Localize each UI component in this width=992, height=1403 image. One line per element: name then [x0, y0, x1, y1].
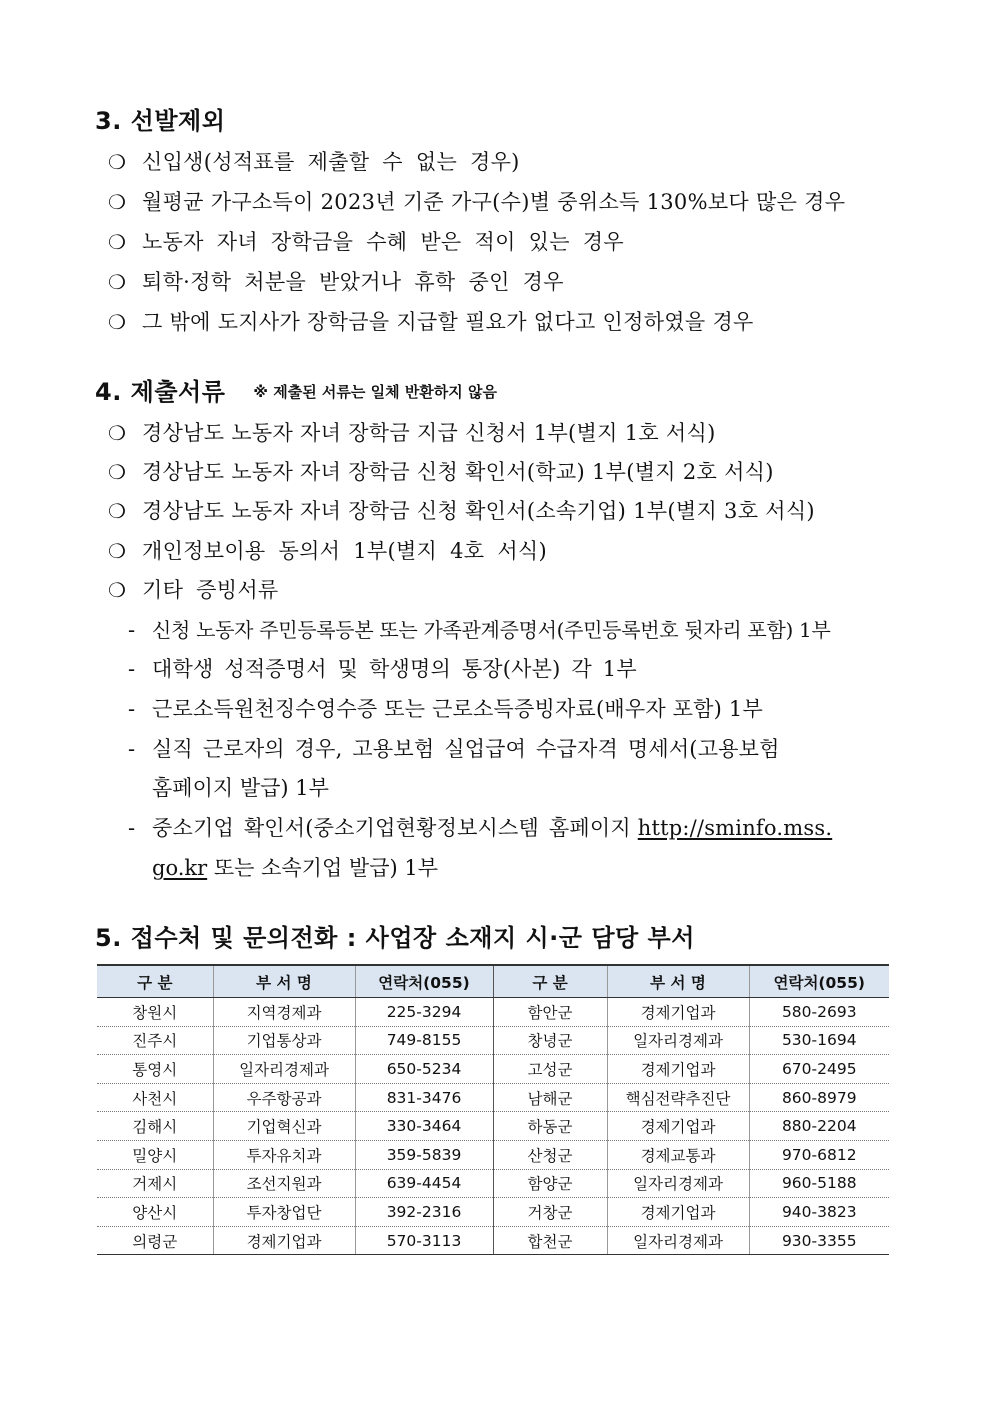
section-4-title: 4. 제출서류 ※ 제출된 서류는 일체 반환하지 않음 [95, 378, 497, 406]
phone-cell: 831-3476 [355, 1083, 493, 1112]
phone-cell: 749-8155 [355, 1026, 493, 1055]
document-item: ❍ 개인정보이용 동의서 1부(별지 4호 서식) [108, 539, 547, 563]
proof-sub-item-continued: 홈페이지 발급) 1부 [152, 776, 329, 800]
table-row [97, 1169, 889, 1198]
phone-cell: 225-3294 [355, 998, 493, 1027]
department-cell: 경제교통과 [607, 1140, 749, 1169]
circle-bullet-icon: ❍ [108, 230, 127, 254]
region-cell: 창원시 [97, 998, 213, 1027]
table-row [97, 1112, 889, 1141]
circle-bullet-icon: ❍ [108, 270, 127, 294]
department-cell: 우주항공과 [213, 1083, 355, 1112]
region-cell: 함안군 [493, 998, 607, 1027]
region-cell: 사천시 [97, 1083, 213, 1112]
header-phone: 연락처(055) [749, 965, 889, 998]
department-cell: 기업혁신과 [213, 1112, 355, 1141]
header-department: 부 서 명 [213, 965, 355, 998]
circle-bullet-icon: ❍ [108, 421, 127, 445]
proof-sub-item: - 신청 노동자 주민등록등본 또는 가족관계증명서(주민등록번호 뒷자리 포함) 1부 [128, 618, 831, 642]
section-3-title: 3. 선발제외 [95, 107, 226, 135]
circle-bullet-icon: ❍ [108, 499, 127, 523]
exclusion-item: ❍ 월평균 가구소득이 2023년 기준 가구(수)별 중위소득 130%보다 많은 경우 [108, 190, 846, 214]
phone-cell: 960-5188 [749, 1169, 889, 1198]
sminfo-link[interactable]: http://sminfo.mss. [637, 816, 833, 840]
phone-cell: 359-5839 [355, 1140, 493, 1169]
header-region: 구 분 [493, 965, 607, 998]
region-cell: 밀양시 [97, 1140, 213, 1169]
proof-sub-item: - 실직 근로자의 경우, 고용보험 실업급여 수급자격 명세서(고용보험 [128, 737, 780, 761]
department-cell: 경제기업과 [607, 1112, 749, 1141]
phone-cell: 639-4454 [355, 1169, 493, 1198]
table-header-row [97, 965, 889, 998]
department-cell: 일자리경제과 [607, 1026, 749, 1055]
contact-table [97, 964, 889, 1255]
document-item: ❍ 경상남도 노동자 자녀 장학금 신청 확인서(학교) 1부(별지 2호 서식) [108, 460, 774, 484]
region-cell: 거창군 [493, 1198, 607, 1227]
department-cell: 일자리경제과 [607, 1169, 749, 1198]
department-cell: 일자리경제과 [607, 1226, 749, 1255]
exclusion-item: ❍ 노동자 자녀 장학금을 수혜 받은 적이 있는 경우 [108, 230, 624, 254]
circle-bullet-icon: ❍ [108, 150, 127, 174]
header-department: 부 서 명 [607, 965, 749, 998]
region-cell: 의령군 [97, 1226, 213, 1255]
department-cell: 경제기업과 [607, 1198, 749, 1227]
region-cell: 남해군 [493, 1083, 607, 1112]
department-cell: 기업통상과 [213, 1026, 355, 1055]
document-item: ❍ 경상남도 노동자 자녀 장학금 지급 신청서 1부(별지 1호 서식) [108, 421, 716, 445]
region-cell: 진주시 [97, 1026, 213, 1055]
department-cell: 핵심전략추진단 [607, 1083, 749, 1112]
table-row [97, 1083, 889, 1112]
region-cell: 김해시 [97, 1112, 213, 1141]
exclusion-item: ❍ 그 밖에 도지사가 장학금을 지급할 필요가 없다고 인정하였을 경우 [108, 310, 754, 334]
department-cell: 조선지원과 [213, 1169, 355, 1198]
phone-cell: 580-2693 [749, 998, 889, 1027]
document-item: ❍ 경상남도 노동자 자녀 장학금 신청 확인서(소속기업) 1부(별지 3호 서식) [108, 499, 815, 523]
department-cell: 경제기업과 [213, 1226, 355, 1255]
phone-cell: 670-2495 [749, 1055, 889, 1084]
circle-bullet-icon: ❍ [108, 190, 127, 214]
phone-cell: 570-3113 [355, 1226, 493, 1255]
table-row [97, 1198, 889, 1227]
department-cell: 경제기업과 [607, 998, 749, 1027]
proof-sub-item: - 대학생 성적증명서 및 학생명의 통장(사본) 각 1부 [128, 657, 637, 681]
phone-cell: 880-2204 [749, 1112, 889, 1141]
header-region: 구 분 [97, 965, 213, 998]
department-cell: 일자리경제과 [213, 1055, 355, 1084]
circle-bullet-icon: ❍ [108, 539, 127, 563]
proof-sub-item-continued: go.kr 또는 소속기업 발급) 1부 [152, 856, 438, 880]
department-cell: 투자유치과 [213, 1140, 355, 1169]
section-5-title: 5. 접수처 및 문의전화 : 사업장 소재지 시·군 담당 부서 [95, 924, 695, 952]
region-cell: 하동군 [493, 1112, 607, 1141]
region-cell: 고성군 [493, 1055, 607, 1084]
return-note: ※ 제출된 서류는 일체 반환하지 않음 [253, 383, 497, 401]
table-row [97, 1226, 889, 1255]
exclusion-item: ❍ 퇴학·정학 처분을 받았거나 휴학 중인 경우 [108, 270, 564, 294]
department-cell: 투자창업단 [213, 1198, 355, 1227]
table-row [97, 998, 889, 1027]
sminfo-link-continued[interactable]: go.kr [152, 856, 208, 880]
phone-cell: 330-3464 [355, 1112, 493, 1141]
table-row [97, 1026, 889, 1055]
region-cell: 창녕군 [493, 1026, 607, 1055]
document-item: ❍ 기타 증빙서류 [108, 578, 279, 602]
phone-cell: 392-2316 [355, 1198, 493, 1227]
phone-cell: 970-6812 [749, 1140, 889, 1169]
table-row [97, 1140, 889, 1169]
proof-sub-item: - 중소기업 확인서(중소기업현황정보시스템 홈페이지 http://sminfo.mss. [128, 816, 833, 840]
department-cell: 지역경제과 [213, 998, 355, 1027]
header-phone: 연락처(055) [355, 965, 493, 998]
proof-sub-item: - 근로소득원천징수영수증 또는 근로소득증빙자료(배우자 포함) 1부 [128, 697, 763, 721]
circle-bullet-icon: ❍ [108, 578, 127, 602]
region-cell: 산청군 [493, 1140, 607, 1169]
phone-cell: 650-5234 [355, 1055, 493, 1084]
department-cell: 경제기업과 [607, 1055, 749, 1084]
phone-cell: 860-8979 [749, 1083, 889, 1112]
region-cell: 거제시 [97, 1169, 213, 1198]
region-cell: 양산시 [97, 1198, 213, 1227]
phone-cell: 530-1694 [749, 1026, 889, 1055]
phone-cell: 930-3355 [749, 1226, 889, 1255]
region-cell: 합천군 [493, 1226, 607, 1255]
exclusion-item: ❍ 신입생(성적표를 제출할 수 없는 경우) [108, 150, 520, 174]
region-cell: 통영시 [97, 1055, 213, 1084]
circle-bullet-icon: ❍ [108, 310, 127, 334]
circle-bullet-icon: ❍ [108, 460, 127, 484]
table-row [97, 1055, 889, 1084]
phone-cell: 940-3823 [749, 1198, 889, 1227]
region-cell: 함양군 [493, 1169, 607, 1198]
